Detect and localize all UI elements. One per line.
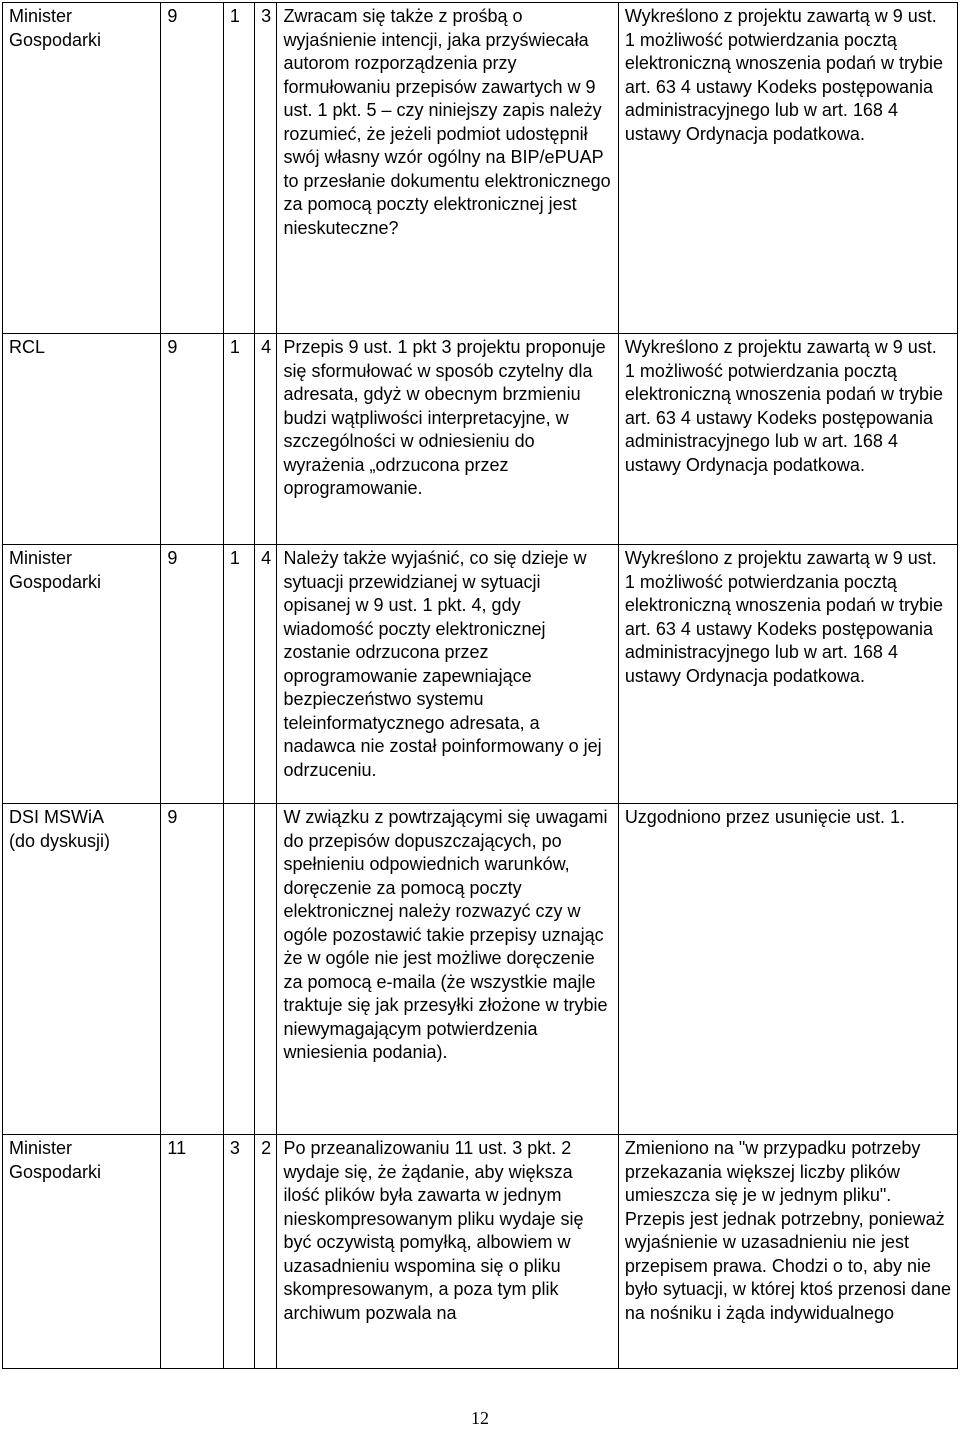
comment-cell: Po przeanalizowaniu 11 ust. 3 pkt. 2 wydaje się, że żądanie, aby większa ilość plików była zawarta w jednym nieskompresowanym pliku wydaje się być oczywistą pomyłką, albowiem w uzasadnieniu wspomina się o pliku skompresowanym, a poza tym plik archiwum pozwala na xyxy=(277,1135,618,1369)
section-cell: 3 xyxy=(223,1135,254,1369)
comments-table xyxy=(2,2,958,1369)
point-cell: 4 xyxy=(255,334,277,545)
table-row xyxy=(3,545,958,804)
section-cell: 1 xyxy=(223,545,254,804)
section-cell: 1 xyxy=(223,3,254,334)
submitter-cell: Minister Gospodarki xyxy=(3,545,161,804)
submitter-cell: Minister Gospodarki xyxy=(3,3,161,334)
point-cell: 3 xyxy=(255,3,277,334)
table-row xyxy=(3,334,958,545)
comment-cell: W związku z powtrzającymi się uwagami do przepisów dopuszczających, po spełnieniu odpowiednich warunków, doręczenie za pomocą poczty elektronicznej należy rozwazyć czy w ogóle pozostawić takie przepisy uznając że w ogóle nie jest możliwe doręczenie za pomocą e-maila (że wszystkie majle traktuje się jak przesyłki złożone w trybie niewymagającym potwierdzenia wniesienia podania). xyxy=(277,804,618,1135)
table-row xyxy=(3,1135,958,1369)
paragraph-cell: 9 xyxy=(161,334,223,545)
paragraph-cell: 9 xyxy=(161,3,223,334)
response-cell: Wykreślono z projektu zawartą w 9 ust. 1 możliwość potwierdzania pocztą elektroniczną wnoszenia podań w trybie art. 63 4 ustawy Kodeks postępowania administracyjnego lub w art. 168 4 ustawy Ordynacja podatkowa. xyxy=(618,334,957,545)
response-cell: Uzgodniono przez usunięcie ust. 1. xyxy=(618,804,957,1135)
comment-cell: Należy także wyjaśnić, co się dzieje w sytuacji przewidzianej w sytuacji opisanej w 9 ust. 1 pkt. 4, gdy wiadomość poczty elektronicznej zostanie odrzucona przez oprogramowanie zapewniające bezpieczeństwo systemu teleinformatycznego adresata, a nadawca nie został poinformowany o jej odrzuceniu. xyxy=(277,545,618,804)
response-cell: Wykreślono z projektu zawartą w 9 ust. 1 możliwość potwierdzania pocztą elektroniczną wnoszenia podań w trybie art. 63 4 ustawy Kodeks postępowania administracyjnego lub w art. 168 4 ustawy Ordynacja podatkowa. xyxy=(618,545,957,804)
submitter-cell: Minister Gospodarki xyxy=(3,1135,161,1369)
comment-cell: Przepis 9 ust. 1 pkt 3 projektu proponuje się sformułować w sposób czytelny dla adresata, gdyż w obecnym brzmieniu budzi wątpliwości interpretacyjne, w szczególności w odniesieniu do wyrażenia „odrzucona przez oprogramowanie. xyxy=(277,334,618,545)
response-cell: Wykreślono z projektu zawartą w 9 ust. 1 możliwość potwierdzania pocztą elektroniczną wnoszenia podań w trybie art. 63 4 ustawy Kodeks postępowania administracyjnego lub w art. 168 4 ustawy Ordynacja podatkowa. xyxy=(618,3,957,334)
comment-cell: Zwracam się także z prośbą o wyjaśnienie intencji, jaka przyświecała autorom rozporządzenia przy formułowaniu przepisów zawartych w 9 ust. 1 pkt. 5 – czy niniejszy zapis należy rozumieć, że jeżeli podmiot udostępnił swój własny wzór ogólny na BIP/ePUAP to przesłanie dokumentu elektronicznego za pomocą poczty elektronicznej jest nieskuteczne? xyxy=(277,3,618,334)
submitter-cell: RCL xyxy=(3,334,161,545)
point-cell: 2 xyxy=(255,1135,277,1369)
response-cell: Zmieniono na "w przypadku potrzeby przekazania większej liczby plików umieszcza się je w jednym pliku". Przepis jest jednak potrzebny, ponieważ wyjaśnienie w uzasadnieniu nie jest przepisem prawa. Chodzi o to, aby nie było sytuacji, w której ktoś przenosi dane na nośniku i żąda indywidualnego xyxy=(618,1135,957,1369)
point-cell: 4 xyxy=(255,545,277,804)
paragraph-cell: 9 xyxy=(161,804,223,1135)
point-cell xyxy=(255,804,277,1135)
section-cell: 1 xyxy=(223,334,254,545)
table-row xyxy=(3,804,958,1135)
page-number: 12 xyxy=(471,1408,489,1428)
paragraph-cell: 11 xyxy=(161,1135,223,1369)
section-cell xyxy=(223,804,254,1135)
table-row xyxy=(3,3,958,334)
submitter-cell: DSI MSWiA (do dyskusji) xyxy=(3,804,161,1135)
paragraph-cell: 9 xyxy=(161,545,223,804)
